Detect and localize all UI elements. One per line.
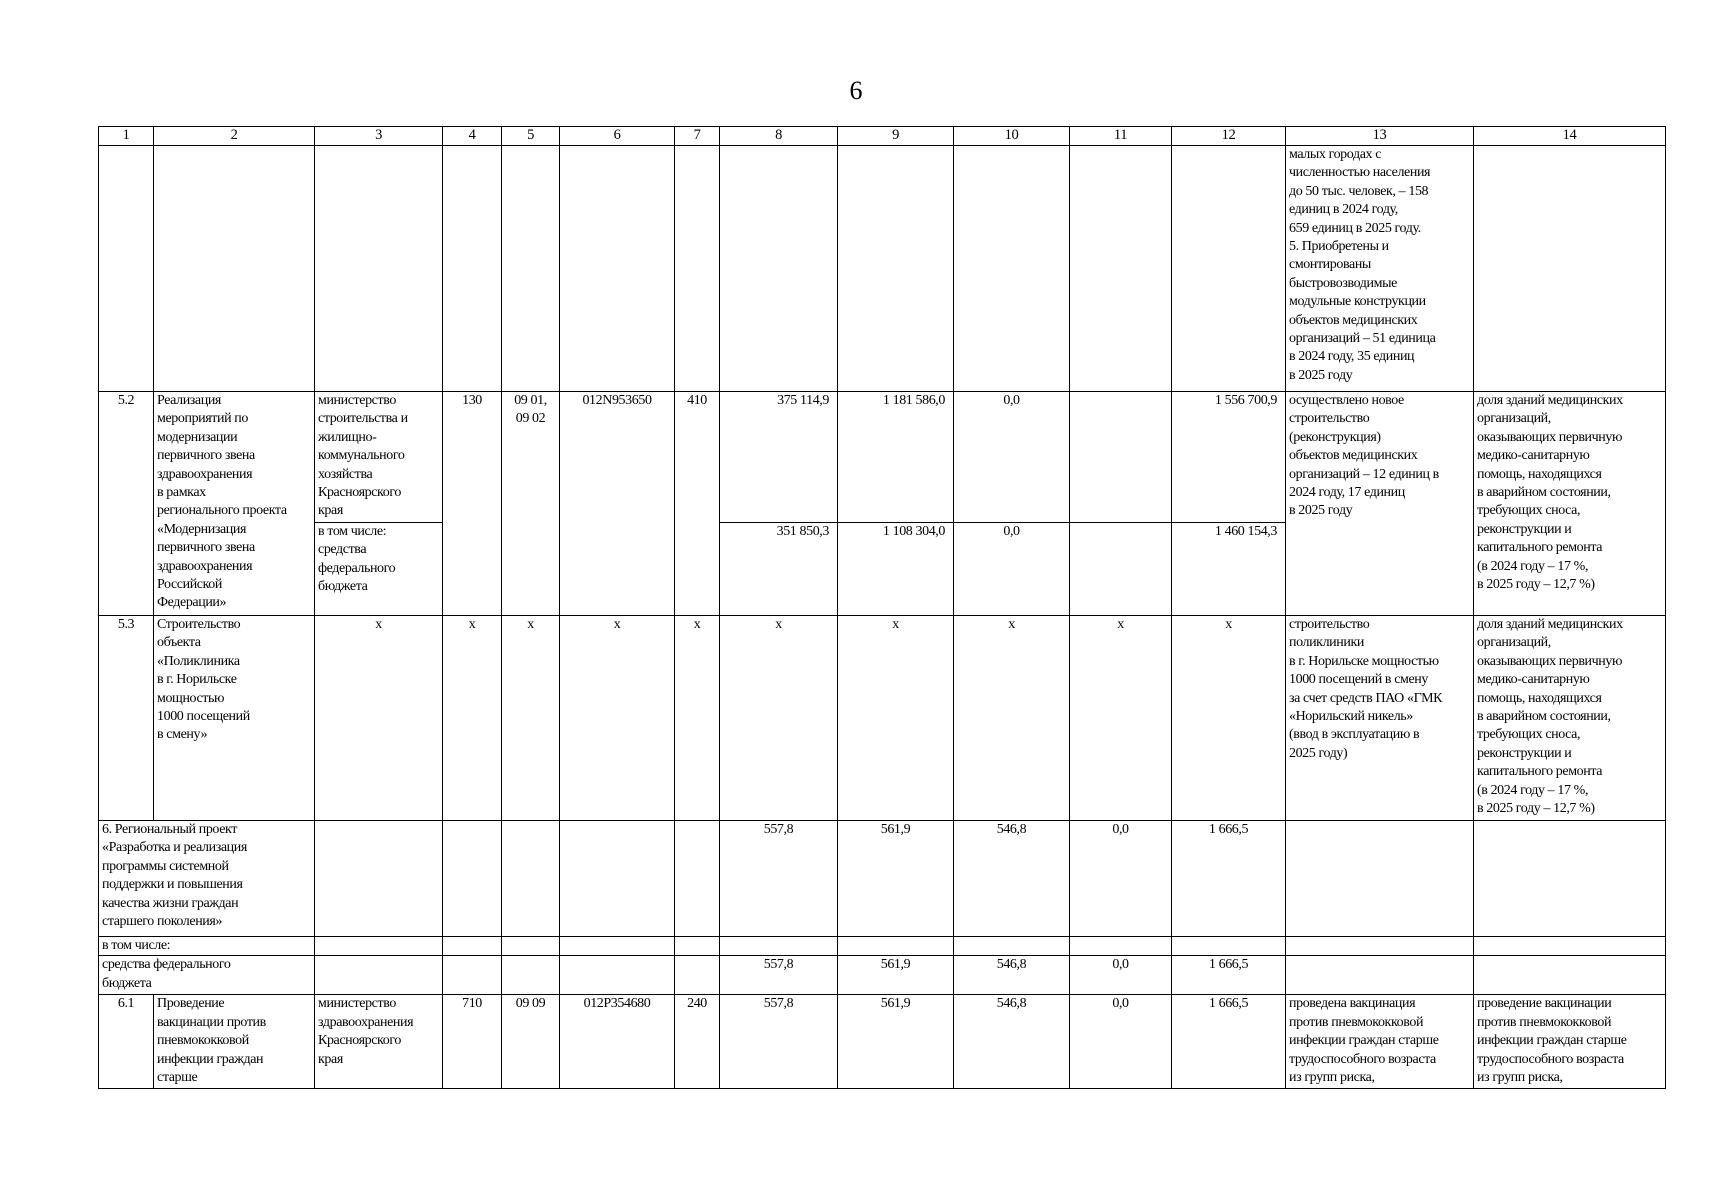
measure-name: Реализация мероприятий по модернизации первичного звена здравоохранения в рамках регионального проекта «Модернизация первичного звена здравоохранения Российской Федерации» [154, 392, 315, 616]
result-cell: осуществлено новое строительство (реконструкция) объектов медицинских организаций – 12 единиц в 2024 году, 17 единиц в 2025 году [1286, 392, 1474, 616]
value-total: 1 666,5 [1172, 821, 1286, 937]
including-label: в том числе: [99, 937, 315, 956]
indicator-cell: доля зданий медицинских организаций, оказывающих первичную медико-санитарную помощь, находящихся в аварийном состоянии, требующих сноса, реконструкции и капитального ремонта (в 2024 году – 17 %, в 2025 году – 12,7 %) [1474, 616, 1666, 821]
value-2026: 546,8 [954, 821, 1070, 937]
header-cell: 9 [838, 127, 954, 146]
measure-name: Строительство объекта «Поликлиника в г. Норильске мощностью 1000 посещений в смену» [154, 616, 315, 821]
x-mark: x [560, 616, 675, 821]
table-row-federal-budget [99, 956, 1666, 995]
header-cell: 4 [443, 127, 502, 146]
row-number: 6.1 [99, 995, 154, 1089]
value-2027: 0,0 [1070, 956, 1172, 995]
result-cell: проведена вакцинация против пневмококковой инфекции граждан старше трудоспособного возраста из групп риска, [1286, 995, 1474, 1089]
value-2024: 375 114,9 [720, 392, 838, 523]
value-2027: 0,0 [1070, 995, 1172, 1089]
row-number: 5.3 [99, 616, 154, 821]
target-code: 012Р354680 [560, 995, 675, 1089]
table-row-6-1 [99, 995, 1666, 1089]
header-cell: 11 [1070, 127, 1172, 146]
x-mark: x [315, 616, 443, 821]
value-2027 [1070, 392, 1172, 523]
x-mark: x [1070, 616, 1172, 821]
header-cell: 2 [154, 127, 315, 146]
value-2027: 0,0 [1070, 821, 1172, 937]
project-title: 6. Региональный проект «Разработка и реализация программы системной поддержки и повышения качества жизни граждан старшего поколения» [99, 821, 315, 937]
header-row [99, 127, 1666, 146]
value-total: 1 666,5 [1172, 956, 1286, 995]
section-code: 09 01, 09 02 [502, 392, 560, 616]
target-code: 012N953650 [560, 392, 675, 616]
row-number: 5.2 [99, 392, 154, 616]
table-row-continuation [99, 146, 1666, 392]
federal-budget-label: средства федерального бюджета [99, 956, 315, 995]
measure-name: Проведение вакцинации против пневмококковой инфекции граждан старше [154, 995, 315, 1089]
table-row-including [99, 937, 1666, 956]
header-cell: 12 [1172, 127, 1286, 146]
x-mark: x [675, 616, 720, 821]
executor-cell: министерство здравоохранения Красноярского края [315, 995, 443, 1089]
header-cell: 13 [1286, 127, 1474, 146]
x-mark: x [720, 616, 838, 821]
header-cell: 6 [560, 127, 675, 146]
value-2024: 557,8 [720, 956, 838, 995]
header-cell: 10 [954, 127, 1070, 146]
grbs-code: 130 [443, 392, 502, 616]
x-mark: x [954, 616, 1070, 821]
executor-cell: министерство строительства и жилищно- коммунального хозяйства Красноярского края [315, 392, 443, 523]
program-table [98, 126, 1666, 1089]
x-mark: x [838, 616, 954, 821]
value-total: 1 460 154,3 [1172, 523, 1286, 616]
table-row-5-2 [99, 392, 1666, 523]
value-2025: 1 181 586,0 [838, 392, 954, 523]
expense-type: 240 [675, 995, 720, 1089]
value-2026: 546,8 [954, 995, 1070, 1089]
header-cell: 14 [1474, 127, 1666, 146]
table-row-5-3 [99, 616, 1666, 821]
header-cell: 7 [675, 127, 720, 146]
value-total: 1 666,5 [1172, 995, 1286, 1089]
header-cell: 3 [315, 127, 443, 146]
value-2025: 1 108 304,0 [838, 523, 954, 616]
value-2026: 0,0 [954, 392, 1070, 523]
value-2024: 557,8 [720, 821, 838, 937]
value-2025: 561,9 [838, 821, 954, 937]
table-row-project-6 [99, 821, 1666, 937]
result-cell: малых городах с численностью населения до 50 тыс. человек, – 158 единиц в 2024 году, 659 единиц в 2025 году. 5. Приобретены и смонтированы быстровозводимые модульные конструкции объектов медицинских организаций – 51 единица в 2024 году, 35 единиц в 2025 году [1286, 146, 1474, 392]
grbs-code: 710 [443, 995, 502, 1089]
value-2025: 561,9 [838, 956, 954, 995]
value-total: 1 556 700,9 [1172, 392, 1286, 523]
x-mark: x [502, 616, 560, 821]
value-2024: 351 850,3 [720, 523, 838, 616]
indicator-cell: проведение вакцинации против пневмококковой инфекции граждан старше трудоспособного возраста из групп риска, [1474, 995, 1666, 1089]
indicator-cell: доля зданий медицинских организаций, оказывающих первичную медико-санитарную помощь, находящихся в аварийном состоянии, требующих сноса, реконструкции и капитального ремонта (в 2024 году – 17 %, в 2025 году – 12,7 %) [1474, 392, 1666, 616]
value-2026: 546,8 [954, 956, 1070, 995]
value-2026: 0,0 [954, 523, 1070, 616]
header-cell: 1 [99, 127, 154, 146]
executor-subcell: в том числе: средства федерального бюджета [315, 523, 443, 616]
page-number: 6 [849, 76, 863, 105]
header-cell: 5 [502, 127, 560, 146]
x-mark: x [443, 616, 502, 821]
header-cell: 8 [720, 127, 838, 146]
value-2025: 561,9 [838, 995, 954, 1089]
expense-type: 410 [675, 392, 720, 616]
result-cell: строительство поликлиники в г. Норильске мощностью 1000 посещений в смену за счет средств ПАО «ГМК «Норильский никель» (ввод в эксплуатацию в 2025 году) [1286, 616, 1474, 821]
value-2024: 557,8 [720, 995, 838, 1089]
x-mark: x [1172, 616, 1286, 821]
section-code: 09 09 [502, 995, 560, 1089]
